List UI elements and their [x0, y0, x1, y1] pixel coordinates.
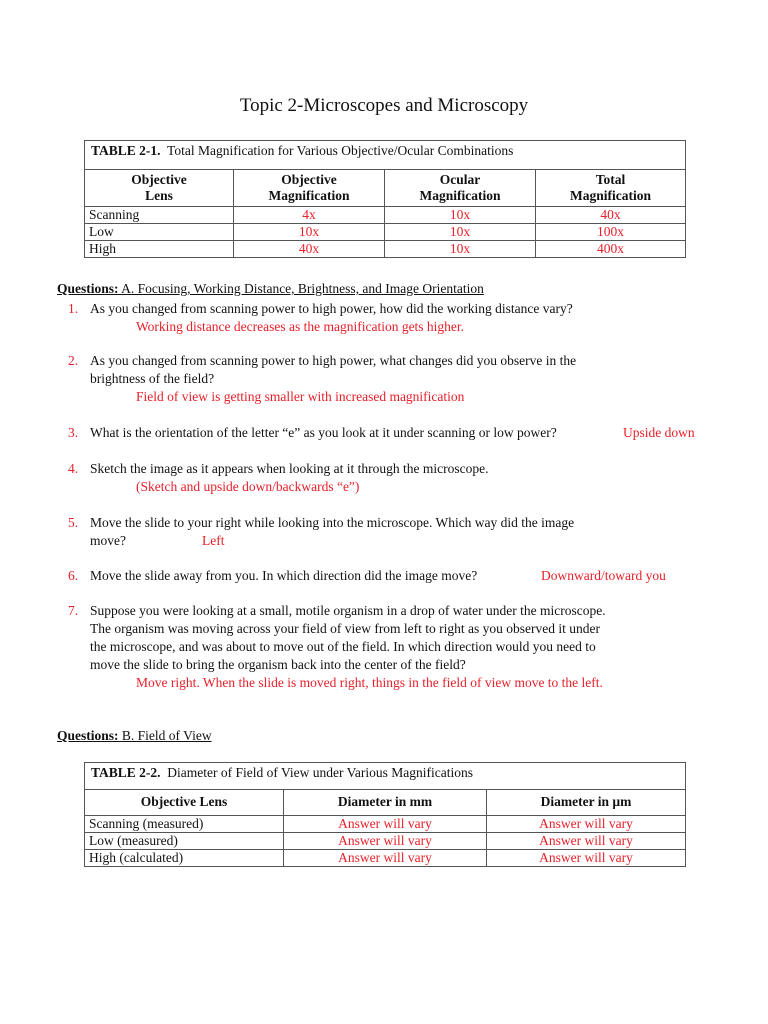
table-cell: Answer will vary: [284, 850, 487, 867]
question-text: As you changed from scanning power to high power, how did the working distance vary?: [90, 301, 573, 316]
table-cell: Low: [85, 224, 234, 241]
table-row: [85, 207, 686, 224]
table-cell: 100x: [536, 224, 686, 241]
column-header: Total Magnification: [536, 170, 686, 207]
column-header: Ocular Magnification: [385, 170, 536, 207]
question-1: [68, 300, 748, 336]
table-caption-text: Total Magnification for Various Objective/Ocular Combinations: [167, 143, 514, 158]
table-cell: 10x: [385, 241, 536, 258]
question-5: [68, 514, 748, 550]
question-text: Suppose you were looking at a small, motile organism in a drop of water under the microscope.: [90, 603, 606, 618]
answer-text: Downward/toward you: [541, 568, 666, 583]
question-text: Sketch the image as it appears when looking at it through the microscope.: [90, 461, 489, 476]
column-header: Objective Lens: [85, 790, 284, 816]
table-header-row: [85, 170, 686, 207]
table-cell: High (calculated): [85, 850, 284, 867]
table-cell: 10x: [234, 224, 385, 241]
table-row: [85, 850, 686, 867]
section-a-heading: [57, 281, 484, 297]
page-title: Topic 2-Microscopes and Microscopy: [239, 95, 529, 116]
column-header: Objective Lens: [85, 170, 234, 207]
question-text: move the slide to bring the organism back into the center of the field?: [90, 657, 466, 672]
question-number: 2.: [68, 353, 79, 368]
answer-text: Field of view is getting smaller with increased magnification: [136, 389, 465, 404]
question-text: What is the orientation of the letter “e” as you look at it under scanning or low power?: [90, 425, 557, 440]
question-number: 7.: [68, 603, 79, 618]
table-cell: Answer will vary: [284, 833, 487, 850]
column-header: Diameter in mm: [284, 790, 487, 816]
section-label: Questions:: [57, 281, 119, 296]
table-caption: [85, 141, 686, 170]
question-6: [68, 567, 748, 585]
table-cell: 10x: [385, 224, 536, 241]
table-row: [85, 833, 686, 850]
section-title: B. Field of View: [121, 728, 212, 743]
table-cell: Scanning (measured): [85, 816, 284, 833]
question-number: 1.: [68, 301, 79, 316]
table-cell: High: [85, 241, 234, 258]
column-header: Objective Magnification: [234, 170, 385, 207]
question-7: [68, 602, 748, 692]
magnification-table: [84, 140, 686, 258]
question-text: Move the slide away from you. In which direction did the image move?: [90, 568, 478, 583]
question-text: As you changed from scanning power to high power, what changes did you observe in the: [90, 353, 577, 368]
question-text: Move the slide to your right while looking into the microscope. Which way did the image: [90, 515, 575, 530]
table-row: [85, 224, 686, 241]
section-title: A. Focusing, Working Distance, Brightness, and Image Orientation: [121, 281, 484, 296]
table-cell: Answer will vary: [487, 816, 686, 833]
question-4: [68, 460, 748, 496]
table-cell: 40x: [234, 241, 385, 258]
table-cell: 40x: [536, 207, 686, 224]
question-text: move?: [90, 533, 126, 548]
table-header-row: [85, 790, 686, 816]
table-cell: Answer will vary: [487, 833, 686, 850]
answer-text: Move right. When the slide is moved right, things in the field of view move to the left.: [136, 675, 603, 690]
table-cell: Answer will vary: [487, 850, 686, 867]
table-caption-text: Diameter of Field of View under Various Magnifications: [167, 765, 474, 780]
table-caption-number: TABLE 2-1.: [91, 143, 161, 158]
table-cell: 4x: [234, 207, 385, 224]
section-label: Questions:: [57, 728, 119, 743]
table-row: [85, 816, 686, 833]
table-row: [85, 241, 686, 258]
question-text: The organism was moving across your field of view from left to right as you observed it under: [90, 621, 601, 636]
question-3: [68, 424, 748, 442]
table-cell: Answer will vary: [284, 816, 487, 833]
column-header: Diameter in µm: [487, 790, 686, 816]
answer-text: Left: [202, 533, 225, 548]
question-number: 3.: [68, 425, 79, 440]
answer-text: Upside down: [623, 425, 695, 440]
field-of-view-table: [84, 762, 686, 867]
answer-text: Working distance decreases as the magnification gets higher.: [136, 319, 465, 334]
question-number: 4.: [68, 461, 79, 476]
table-cell: 10x: [385, 207, 536, 224]
section-b-heading: [57, 728, 212, 744]
table-cell: 400x: [536, 241, 686, 258]
table-cell: Low (measured): [85, 833, 284, 850]
question-number: 6.: [68, 568, 79, 583]
answer-text: (Sketch and upside down/backwards “e”): [136, 479, 360, 494]
question-number: 5.: [68, 515, 79, 530]
question-text: the microscope, and was about to move out of the field. In which direction would you need to: [90, 639, 596, 654]
table-caption-number: TABLE 2-2.: [91, 765, 161, 780]
table-caption: [85, 763, 686, 790]
table-cell: Scanning: [85, 207, 234, 224]
question-2: [68, 352, 748, 406]
question-text: brightness of the field?: [90, 371, 215, 386]
